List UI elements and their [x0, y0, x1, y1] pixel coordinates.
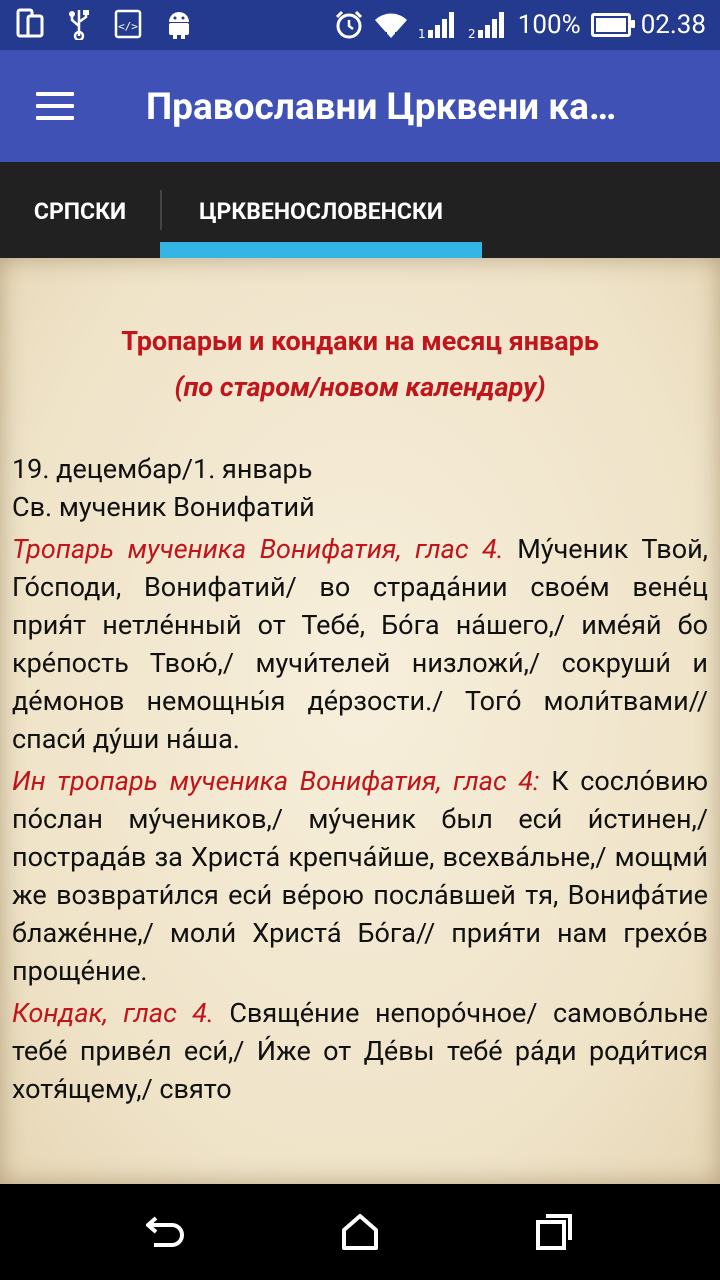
- clock: 02.38: [640, 10, 706, 40]
- battery-percent: 100%: [517, 10, 581, 40]
- back-icon[interactable]: [142, 1208, 190, 1256]
- section-text: Свяще́ние непоро́чное/ самово́льне тебе́ приве́л еси́,/ И́же от Де́вы тебе́ ра́ди роди́тися хотя́щему,/ свято: [12, 997, 708, 1105]
- saint-line: Св. мученик Вонифатий: [12, 491, 315, 523]
- tab-selected-indicator: [160, 242, 482, 258]
- tab-church-slavonic[interactable]: ЦРКВЕНОСЛОВЕНСКИ: [199, 198, 443, 225]
- app-bar: [0, 50, 720, 162]
- usb-icon: [68, 8, 90, 40]
- content-body: [12, 450, 708, 1112]
- section-heading: Тропарь мученика Вонифатия, глас 4.: [12, 533, 504, 565]
- date-line: 19. децембар/1. январь: [12, 453, 313, 485]
- alarm-icon: [334, 10, 364, 40]
- section-heading: Ин тропарь мученика Вонифатия, глас 4:: [12, 765, 540, 797]
- svg-text:1: 1: [417, 27, 426, 40]
- phone-tablet-icon: [16, 8, 44, 40]
- tab-serbian[interactable]: СРПСКИ: [33, 198, 127, 225]
- svg-text:2: 2: [467, 27, 476, 40]
- section-troparion-alt: [12, 762, 708, 990]
- svg-text:</>: </>: [118, 20, 138, 33]
- app-title: Православни Црквени ка…: [146, 86, 617, 129]
- wifi-icon: [374, 10, 408, 40]
- section-kontakion: [12, 994, 708, 1108]
- page-title: Тропарьи и кондаки на месяц январь: [121, 325, 599, 357]
- hamburger-menu-icon[interactable]: [36, 92, 74, 120]
- section-troparion: [12, 530, 708, 758]
- section-heading: Кондак, глас 4.: [12, 997, 214, 1029]
- signal-2-icon: [468, 10, 508, 40]
- content-header: [0, 318, 720, 410]
- content-scroll[interactable]: [0, 258, 720, 1184]
- status-bar: [0, 0, 720, 50]
- signal-1-icon: [418, 10, 458, 40]
- navigation-bar: [0, 1184, 720, 1280]
- recent-apps-icon[interactable]: [530, 1208, 578, 1256]
- section-text: К сосло́вию по́слан му́чеников,/ му́ченик был еси́ и́стинен,/ пострада́в за Христа́ крепча́йше, всехва́льне,/ мощми́ же возврати́лся еси́ ве́рою посла́вшей тя, Вонифа́тие блаже́нне,/ моли́ Христа́ Бо́га// прия́ти нам грехо́в проще́ние.: [12, 765, 708, 987]
- code-icon: [114, 9, 142, 39]
- section-text: Му́ченик Твой, Го́споди, Вонифатий/ во страда́нии свое́м вене́ц прия́т нетле́нный от Тебе́, Бо́га на́шего,/ име́яй бо кре́пость Твою́,/ мучи́телей низложи́,/ сокруши́ и де́монов немощны́я де́рзости./ Того́ моли́твами// спаси́ ду́ши на́ша.: [12, 533, 708, 755]
- android-icon: [166, 8, 192, 40]
- page-subtitle: (по старом/новом календару): [174, 371, 546, 403]
- home-icon[interactable]: [336, 1208, 384, 1256]
- battery-icon: [591, 13, 631, 37]
